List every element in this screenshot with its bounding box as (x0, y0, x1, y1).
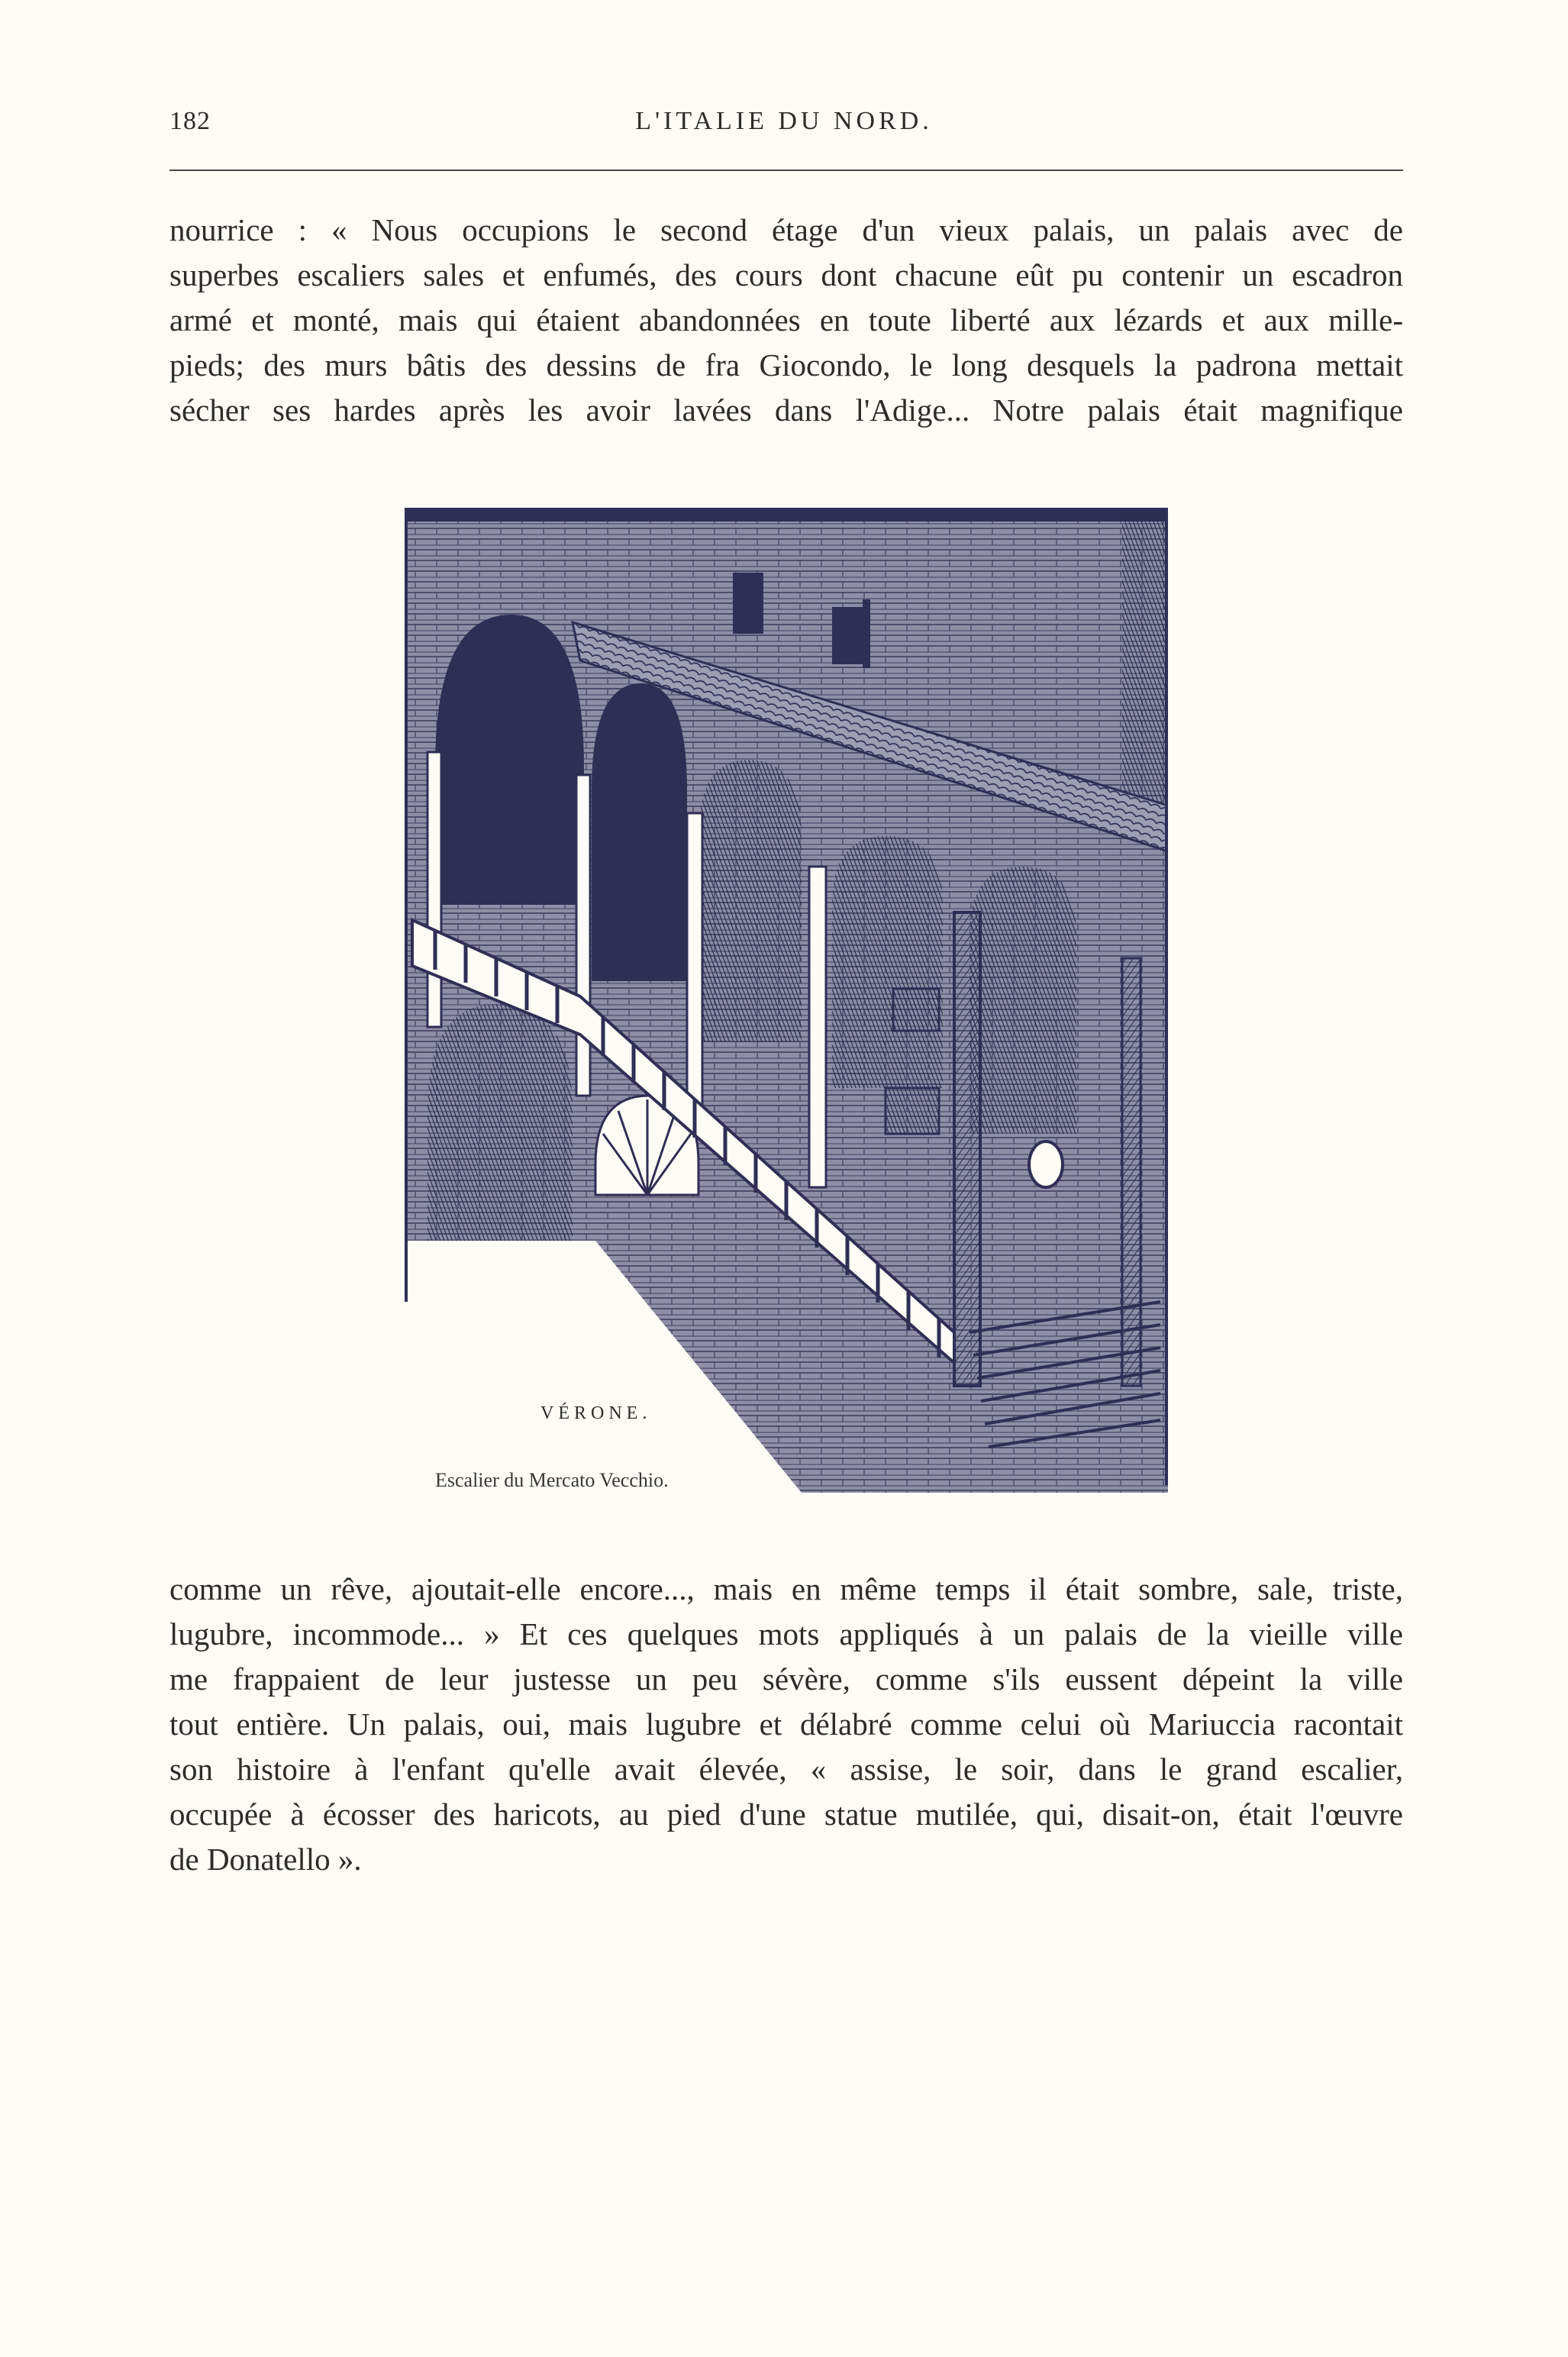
engraving-figure (405, 508, 1168, 1493)
text-line: pieds; des murs bâtis des dessins de fra Giocondo, le long desquels la padrona mettait (169, 347, 1403, 383)
text-line: armé et monté, mais qui étaient abandonnées en toute liberté aux lézards et aux mille- (169, 302, 1403, 337)
paragraph-bottom (169, 1567, 1403, 1882)
text-line: de Donatello ». (169, 1842, 362, 1877)
engraving-illustration (405, 508, 1168, 1493)
text-line: son histoire à l'enfant qu'elle avait élevée, « assise, le soir, dans le grand escalier, (169, 1752, 1403, 1787)
running-title: L'ITALIE DU NORD. (635, 107, 933, 135)
text-line: sécher ses hardes après les avoir lavées dans l'Adige... Notre palais était magnifique (169, 392, 1403, 428)
paragraph-top (169, 208, 1403, 433)
header-rule (169, 170, 1403, 171)
text-line: me frappaient de leur justesse un peu sévère, comme s'ils eussent dépeint la ville (169, 1661, 1403, 1697)
figure-title-caption: Escalier du Mercato Vecchio. (435, 1469, 669, 1491)
text-line: occupée à écosser des haricots, au pied d'une statue mutilée, qui, disait-on, était l'œuvre (169, 1797, 1403, 1832)
text-line: nourrice : « Nous occupions le second étage d'un vieux palais, un palais avec de (169, 212, 1403, 247)
text-line: comme un rêve, ajoutait-elle encore..., mais en même temps il était sombre, sale, triste, (169, 1571, 1403, 1606)
page-number: 182 (169, 107, 211, 135)
figure-place-caption: VÉRONE. (540, 1403, 652, 1423)
text-line: lugubre, incommode... » Et ces quelques mots appliqués à un palais de la vieille ville (169, 1616, 1403, 1652)
text-line: superbes escaliers sales et enfumés, des cours dont chacune eût pu contenir un escadron (169, 257, 1403, 292)
text-line: tout entière. Un palais, oui, mais lugubre et délabré comme celui où Mariuccia racontait (169, 1706, 1403, 1742)
